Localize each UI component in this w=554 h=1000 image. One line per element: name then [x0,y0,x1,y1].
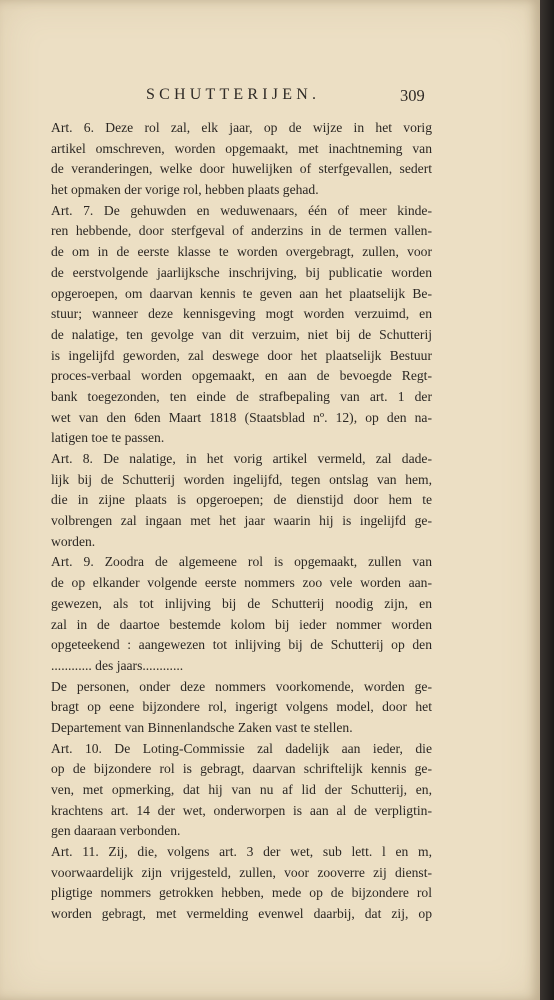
text-line: gen daaraan verbonden. [51,823,181,839]
text-line: opgeteekend : aangewezen tot inlijving bij de Schutterij op den [51,637,432,653]
text-line: het opmaken der vorige rol, hebben plaats gehad. [51,182,319,198]
text-line: ren hebbende, door sterfgeval of anderzins in de termen vallen- [51,223,432,239]
text-line: ven, met opmerking, dat hij van nu af lid der Schutterij, en, [51,782,432,797]
text-line: wet van den 6den Maart 1818 (Staatsblad nº. 12), op den na- [51,409,432,425]
text-line: Art. 7. De gehuwden en weduwenaars, één of meer kinde- [51,202,432,218]
text-line: worden gebragt, met vermelding evenwel daarbij, dat zij, op [51,906,432,922]
text-line: de nalatige, ten gevolge van dit verzuim, niet bij de Schutterij [51,326,432,342]
text-line: proces-verbaal worden opgemaakt, en aan de bevoegde Regt- [51,368,432,384]
text-line: Art. 8. De nalatige, in het vorig artikel vermeld, zal dade- [51,451,432,466]
text-line: Art. 9. Zoodra de algemeene rol is opgemaakt, zullen van [51,554,432,570]
page-number: 309 [400,86,425,105]
running-head [0,86,540,110]
text-line: zal in de daartoe bestemde kolom bij ieder nommer worden [51,616,432,632]
page-edge [540,0,554,1000]
text-line: die in zijne plaats is opgeroepen; de dienstijd door hem te [51,492,432,508]
body-text [51,118,432,925]
text-line: bank toegezonden, ten einde de strafbepaling van art. 1 der [51,388,432,404]
text-line: worden. [51,533,96,549]
text-line: stuur; wanneer deze kennisgeving mogt worden verzuimd, en [51,306,432,322]
text-line: Departement van Binnenlandsche Zaken vast te stellen. [51,719,353,735]
text-line: De personen, onder deze nommers voorkomende, worden ge- [51,678,432,694]
text-line: de eerstvolgende jaarlijksche inschrijving, bij publicatie worden [51,264,432,280]
text-line: pligtige nommers getrokken hebben, mede op de bijzondere rol [51,885,432,901]
text-line: is ingelijfd geworden, zal deswege door het plaatselijk Bestuur [51,347,432,363]
text-line: voorwaardelijk zijn vrijgesteld, zullen, voor zooverre zij dienst- [51,864,432,880]
text-line: ............ des jaars............ [51,657,184,673]
text-line: artikel omschreven, worden opgemaakt, met inachtneming van [51,140,432,156]
text-line: Art. 11. Zij, die, volgens art. 3 der wet, sub lett. l en m, [51,844,432,860]
text-line: gewezen, als tot inlijving bij de Schutterij noodig zijn, en [51,595,432,611]
text-line: latigen toe te passen. [51,430,165,446]
text-line: krachtens art. 14 der wet, onderworpen is aan al de verpligtin- [51,802,432,818]
text-line: Art. 6. Deze rol zal, elk jaar, op de wijze in het vorig [51,120,432,135]
text-line: de op elkander volgende eerste nommers zoo vele worden aan- [51,575,432,591]
text-line: Art. 10. De Loting-Commissie zal dadelijk aan ieder, die [51,740,432,756]
text-line: opgeroepen, om daarvan kennis te geven aan het plaatselijk Be- [51,285,432,301]
running-head-title: SCHUTTERIJEN. [146,86,321,103]
text-line: de veranderingen, welke door huwelijken of sterfgevallen, sedert [51,161,432,177]
text-line: bragt op eene bijzondere rol, ingerigt volgens model, door het [51,699,432,715]
text-line: de om in de eerste klasse te worden overgebragt, zullen, voor [51,244,432,260]
text-line: op de bijzondere rol is gebragt, daarvan schriftelijk kennis ge- [51,761,432,777]
text-line: lijk bij de Schutterij worden ingelijfd, tegen ontslag van hem, [51,471,432,487]
text-line: volbrengen zal ingaan met het jaar waarin hij is ingelijfd ge- [51,513,432,529]
